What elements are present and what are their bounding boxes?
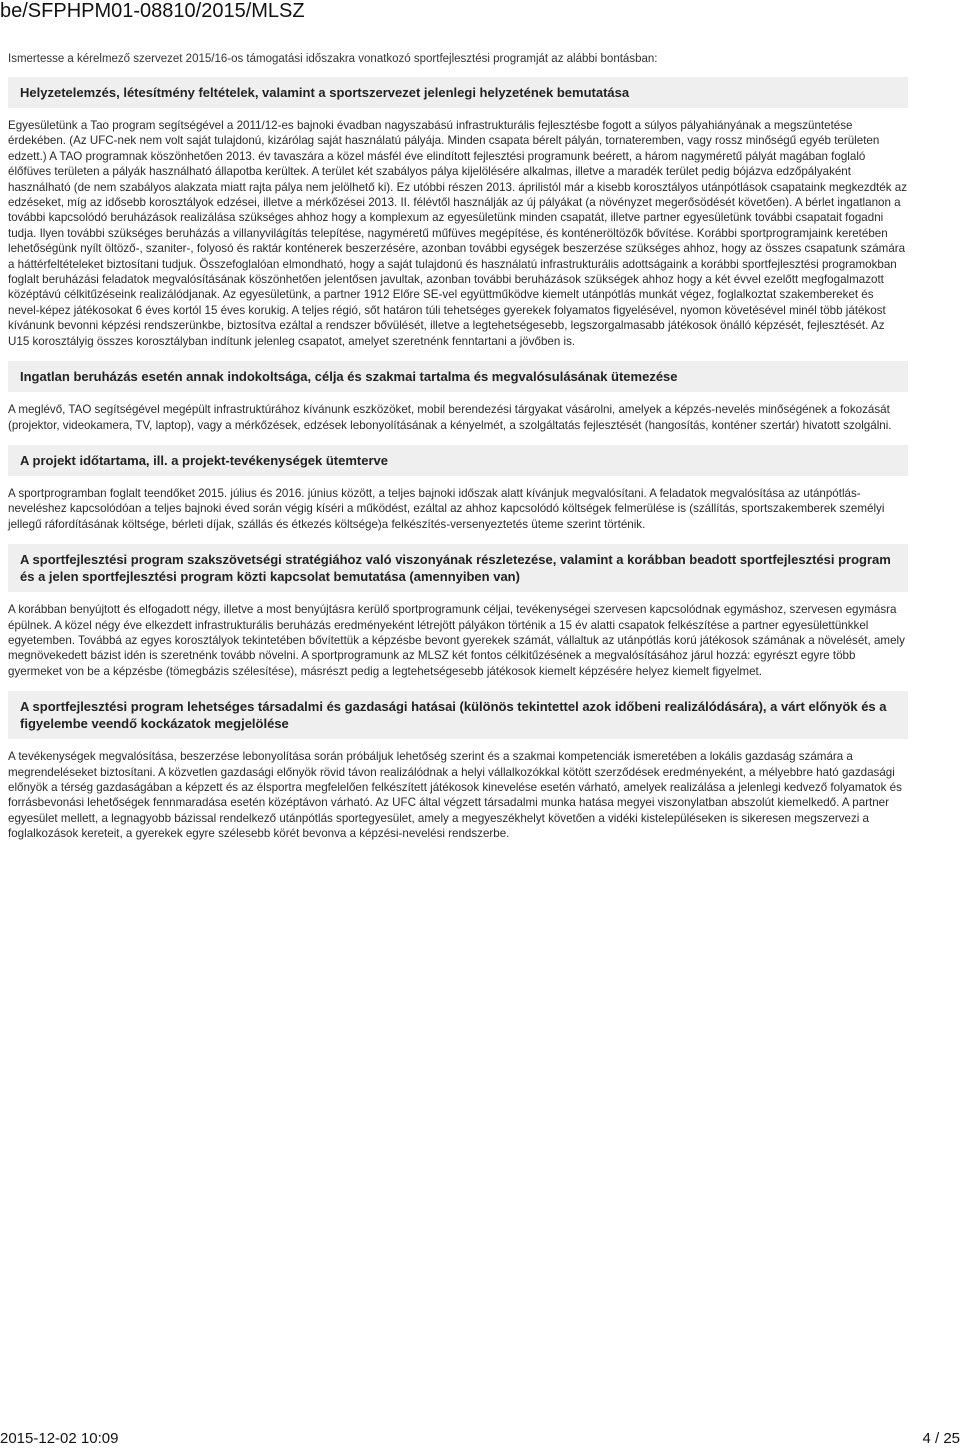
section-title-impacts: A sportfejlesztési program lehetséges társadalmi és gazdasági hatásai (különös tekintettel azok időbeni realizálódására), a várt előnyök és a figyelembe veendő kockázatok megjelölése — [8, 691, 908, 739]
section-body-timeline: A sportprogramban foglalt teendőket 2015. július és 2016. június között, a teljes bajnoki időszak alatt kívánjuk megvalósítani. A feladatok megvalósítása az utánpótlás-neveléshez kapcsolódóan a teljes bajnoki éved során végig kíséri a működést, ezáltal az ahhoz kapcsolódó költségek felmerülése is (szállítás, sportszakemberek személyi jellegű ráfordításának költsége, bérleti díjak, szállás és étkezés költsége)a felkészítés-versenyeztetés üteme szerint történik. — [8, 486, 885, 531]
intro-text: Ismertesse a kérelmező szervezet 2015/16-os támogatási időszakra vonatkozó sportfejlesztési programját az alábbi bontásban: — [8, 53, 658, 65]
document-reference: be/SFPHPM01-08810/2015/MLSZ — [0, 0, 305, 22]
section-body-real-estate: A meglévő, TAO segítségével megépült infrastruktúrához kívánunk eszközöket, mobil berendezési tárgyakat vásárolni, amelyek a képzés-nevelés minőségének a fokozását (projektor, videokamera, TV, laptop), vagy a mérkőzések, edzések lebonyolításának a kényelmét, a szolgáltatás fejlesztését (hangosítás, konténer szertár) hivatott szolgálni. — [8, 403, 892, 432]
section-body-impacts: A tevékenységek megvalósítása, beszerzése lebonyolítása során próbáljuk lehetőség szerint és a szakmai kompetenciák ismeretében a lokális gazdaság számára a megrendeléseket biztosítani. A közvetlen gazdasági előnyök rövid távon realizálódnak a helyi vállalkozókkal kötött szerződések eredményeként, a mélyebbre ható gazdasági előnyök a térség gazdaságában a képzett és az élsportra megfelelően felkészített játékosok kinevelése esetén várható, amelyek realizálása a jelenlegi kedvező folyamatok és forrásbevonási lehetőségek fennmaradása esetén középtávon várható. Az UFC által végzett társadalmi munka hatása megyei viszonylatban abszolút kiemelkedő. A partner egyesület mellett, a legnagyobb bázissal rendelkező utánpótlás sportegyesület, amely a megyeszékhelyt követően a vidéki kistelepüléseken is sikeresen megszervezi a foglalkozások kereteit, a gyerekek egyre szélesebb körét bevonva a képzési-nevelési rendszerbe. — [8, 750, 902, 841]
section-title-timeline: A projekt időtartama, ill. a projekt-tevékenységek ütemterve — [8, 445, 908, 476]
section-body-strategy: A korábban benyújtott és elfogadott négy, illetve a most benyújtásra kerülő sportprogramunk céljai, tevékenységei szervesen kapcsolódnak egymáshoz, szervesen egymásra épülnek. A közel négy éve elkezdett infrastrukturális beruházás eredményeként létrejött pályákon történik a 15 év alatti csapatok felkészítése a partner egyesülettünkkel egyetemben. Továbbá az egyes korosztályok tekintetében bővítettük a képzésbe bevont gyerekek számát, vállaltuk az utánpótlás korú játékosok számának a növelését, amely megnövekedett bázist idén is szeretnénk tovább növelni. A sportprogramunk az MLSZ két fontos célkitűzésének a megvalósításához járul hozzá: egyrészt egyre több gyermeket von be a képzésbe (tömegbázis szélesítése), másrészt pedig a legtehetségesebb játékosok kiemelt képzésére helyez kiemelt figyelmet. — [8, 603, 905, 678]
section-title-real-estate: Ingatlan beruházás esetén annak indokoltsága, célja és szakmai tartalma és megvalósulásának ütemezése — [8, 361, 908, 392]
page-footer — [0, 1429, 960, 1449]
section-title-strategy: A sportfejlesztési program szakszövetségi stratégiához való viszonyának részletezése, valamint a korábban beadott sportfejlesztési program és a jelen sportfejlesztési program közti kapcsolat bemutatása (amennyiben van) — [8, 544, 908, 592]
footer-datetime: 2015-12-02 10:09 — [0, 1430, 119, 1447]
section-body-situation: Egyesületünk a Tao program segítségével a 2011/12-es bajnoki évadban nagyszabású infrastrukturális fejlesztésbe fogott a súlyos pályahiányának a megszüntetése érdekében. (Az UFC-nek nem volt saját tulajdonú, kizárólag saját használatú pályája. Minden csapata bérelt pályán, tornateremben, vagy rossz minőségű egyéb területen edzett.) A TAO programnak köszönhetően 2013. év tavaszára a közel másfél éve elindított fejlesztési programunk beérett, a három nagyméretű pályát magában foglaló élőfüves területen a pályák használható állapotba kerültek. A terület két szabályos pálya kijelölésére alkalmas, illetve a maradék terület pedig bójázva edzőpályaként használható (de nem szabályos alakzata miatt rajta pálya nem jelölhető ki). Ez utóbbi részen 2013. áprilistól már a kisebb korosztályos utánpótlások csapataink megkezdték az edzéseket, míg az idősebb korosztályok edzései, illetve a mérkőzései 2013. II. félévtől használják az új pályákat (a növényzet megerősödését követően). A bérlet ingatlanon a további kapcsolódó beruházások realizálása szükséges ahhoz hogy a komplexum az egyesületünk minden csapatát, illetve partner egyesületünk további csapatait fogadni tudja. Ilyen további szükséges beruházás a villanyvilágítás telepítése, nagyméretű műfüves megépítése, és konténeröltözők bővítése. Korábbi sportprogramjaink keretében lehetőségünk nyílt öltöző-, szaniter-, folyosó és raktár konténerek beszerzésére, azonban további egységek beszerzése szükséges ahhoz, hogy az összes csapatunk számára a háttérfeltételeket biztosítani tudjuk. Összefoglalóan elmondható, hogy a saját tulajdonú és használatú infrastrukturális adottságaink a korábbi sportfejlesztési programokban foglalt beruházási feladatok megvalósításának köszönhetően jelentősen javultak, azonban további beruházások szükségek ahhoz hogy a két évvel ezelőtt megfogalmazott középtávú célkitűzéseink realizálódjanak. Az egyesületünk, a partner 1912 Előre SE-vel együttműködve kiemelt utánpótlás munkát végez, foglalkoztat szakembereket és nevel-képez játékosokat 6 éves kortól 15 éves korukig. A teljes régió, sőt határon túli tehetséges gyerekek folyamatos figyelésével, nyomon követésével minél több játékost kívánunk bevonni képzési rendszerünkbe, biztosítva ezáltal a rendszer bővülését, illetve a legtehetségesebb, legszorgalmasabb játékosok önálló képzését, fejlesztését. Az U15 korosztályig összes korosztályban indítunk jelenleg csapatot, amelyet szeretnénk fenntartani a jövőben is. — [8, 119, 907, 348]
section-title-situation: Helyzetelemzés, létesítmény feltételek, valamint a sportszervezet jelenlegi helyzetének bemutatása — [8, 77, 908, 108]
document-content — [8, 52, 908, 854]
footer-page-number: 4 / 25 — [922, 1430, 960, 1447]
